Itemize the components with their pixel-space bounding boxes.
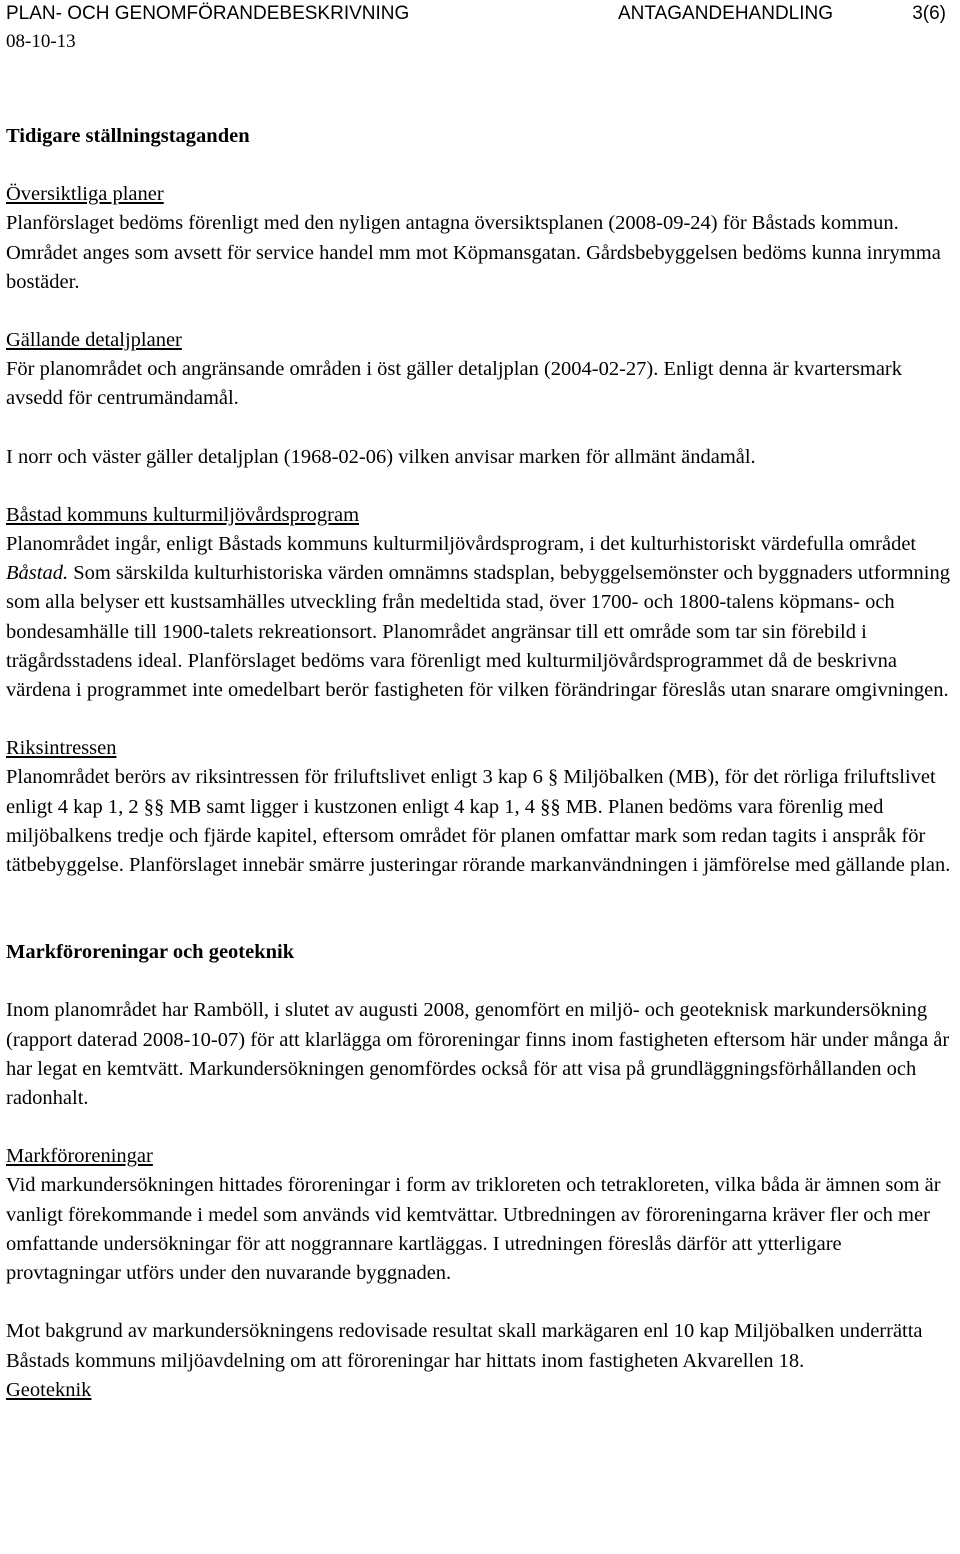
subheading-geoteknik: Geoteknik	[6, 1378, 92, 1401]
document-body	[6, 122, 956, 1405]
section-heading-tidigare: Tidigare ställningstaganden	[6, 125, 250, 147]
paragraph-detaljplan-ost: För planområdet och angränsande områden i öst gäller detaljplan (2004-02-27). Enligt denna är kvartersmark avsedd för centrumändamål.	[6, 358, 903, 410]
paragraph-underrattelse: Mot bakgrund av markundersökningens redovisade resultat skall markägaren enl 10 kap Miljöbalken underrätta Båstads kommuns miljöavdelning om att föroreningar har hittats inom fastigheten Akvarellen 18.	[6, 1320, 923, 1372]
document-status: ANTAGANDEHANDLING	[618, 3, 834, 24]
paragraph-riksintressen: Planområdet berörs av riksintressen för friluftslivet enligt 3 kap 6 § Miljöbalken (MB), för det rörliga friluftslivet enligt 4 kap 1, 2 §§ MB samt ligger i kustzonen enligt 4 kap 1, 4 §§ MB. Planen bedöms vara förenlig med miljöbalkens tredje och fjärde kapitel, eftersom området för planen omfattar mark som redan tagits i anspråk för tätbebyggelse. Planförslaget innebär smärre justeringar rörande markanvändningen i jämförelse med gällande plan.	[6, 766, 951, 877]
subheading-kulturmiljovardsprogram: Båstad kommuns kulturmiljövårdsprogram	[6, 503, 360, 526]
paragraph-markfororeningar: Vid markundersökningen hittades föroreningar i form av trikloreten och tetrakloreten, vilka båda är ämnen som är vanligt förekommande i medel som används vid kemtvättar. Utbredningen av föroreningarna kräver fler och mer omfattande undersökningar för att noggrannare kartläggas. I utredningen föreslås därför att ytterligare provtagningar utförs under den nuvarande byggnaden.	[6, 1174, 941, 1285]
page-number: 3(6)	[912, 3, 946, 24]
section-heading-markfororeningar-geoteknik: Markföroreningar och geoteknik	[6, 941, 295, 964]
subheading-oversiktliga-planer: Översiktliga planer	[6, 183, 164, 206]
paragraph-oversiktliga-planer: Planförslaget bedöms förenligt med den nyligen antagna översiktsplanen (2008-09-24) för Båstads kommun. Området anges som avsett för service handel mm mot Köpmansgatan. Gårdsbebyggelsen bedöms kunna inrymma bostäder.	[6, 212, 941, 293]
document-title: PLAN- OCH GENOMFÖRANDEBESKRIVNING	[6, 3, 410, 24]
subheading-markfororeningar: Markföroreningar	[6, 1145, 153, 1168]
paragraph-detaljplan-norr: I norr och väster gäller detaljplan (1968-02-06) vilken anvisar marken för allmänt ändamål.	[6, 445, 756, 468]
paragraph-kulturmiljo: Planområdet ingår, enligt Båstads kommuns kulturmiljövårdsprogram, i det kulturhistoriskt värdefulla området Båstad. Som särskilda kulturhistoriska värden omnämns stadsplan, bebyggelsemönster och byggnaders utformning som alla belyser ett kustsamhälles utveckling från medeltida stad, över 1700- och 1800-talens köpmans- och bondesamhälle till 1900-talets rekreationsort. Planområdet angränsar till ett område som tar sin förebild i trägårdsstadens ideal. Planförslaget bedöms vara förenligt med kulturmiljövårdsprogrammet då de beskrivna värdena i programmet inte omedelbart berör fastigheten för vilken förändringar föreslås utan snarare omgivningen.	[6, 533, 950, 702]
paragraph-markundersokning: Inom planområdet har Ramböll, i slutet av augusti 2008, genomfört en miljö- och geoteknisk markundersökning (rapport daterad 2008-10-07) för att klarlägga om föroreningar finns inom fastigheten eftersom här under många år har legat en kemtvätt. Markundersökningen genomfördes också för att visa på grundläggningsförhållanden och radonhalt.	[6, 999, 950, 1110]
subheading-riksintressen: Riksintressen	[6, 737, 117, 760]
document-date: 08-10-13	[6, 31, 76, 52]
subheading-gallande-detaljplaner: Gällande detaljplaner	[6, 329, 182, 352]
